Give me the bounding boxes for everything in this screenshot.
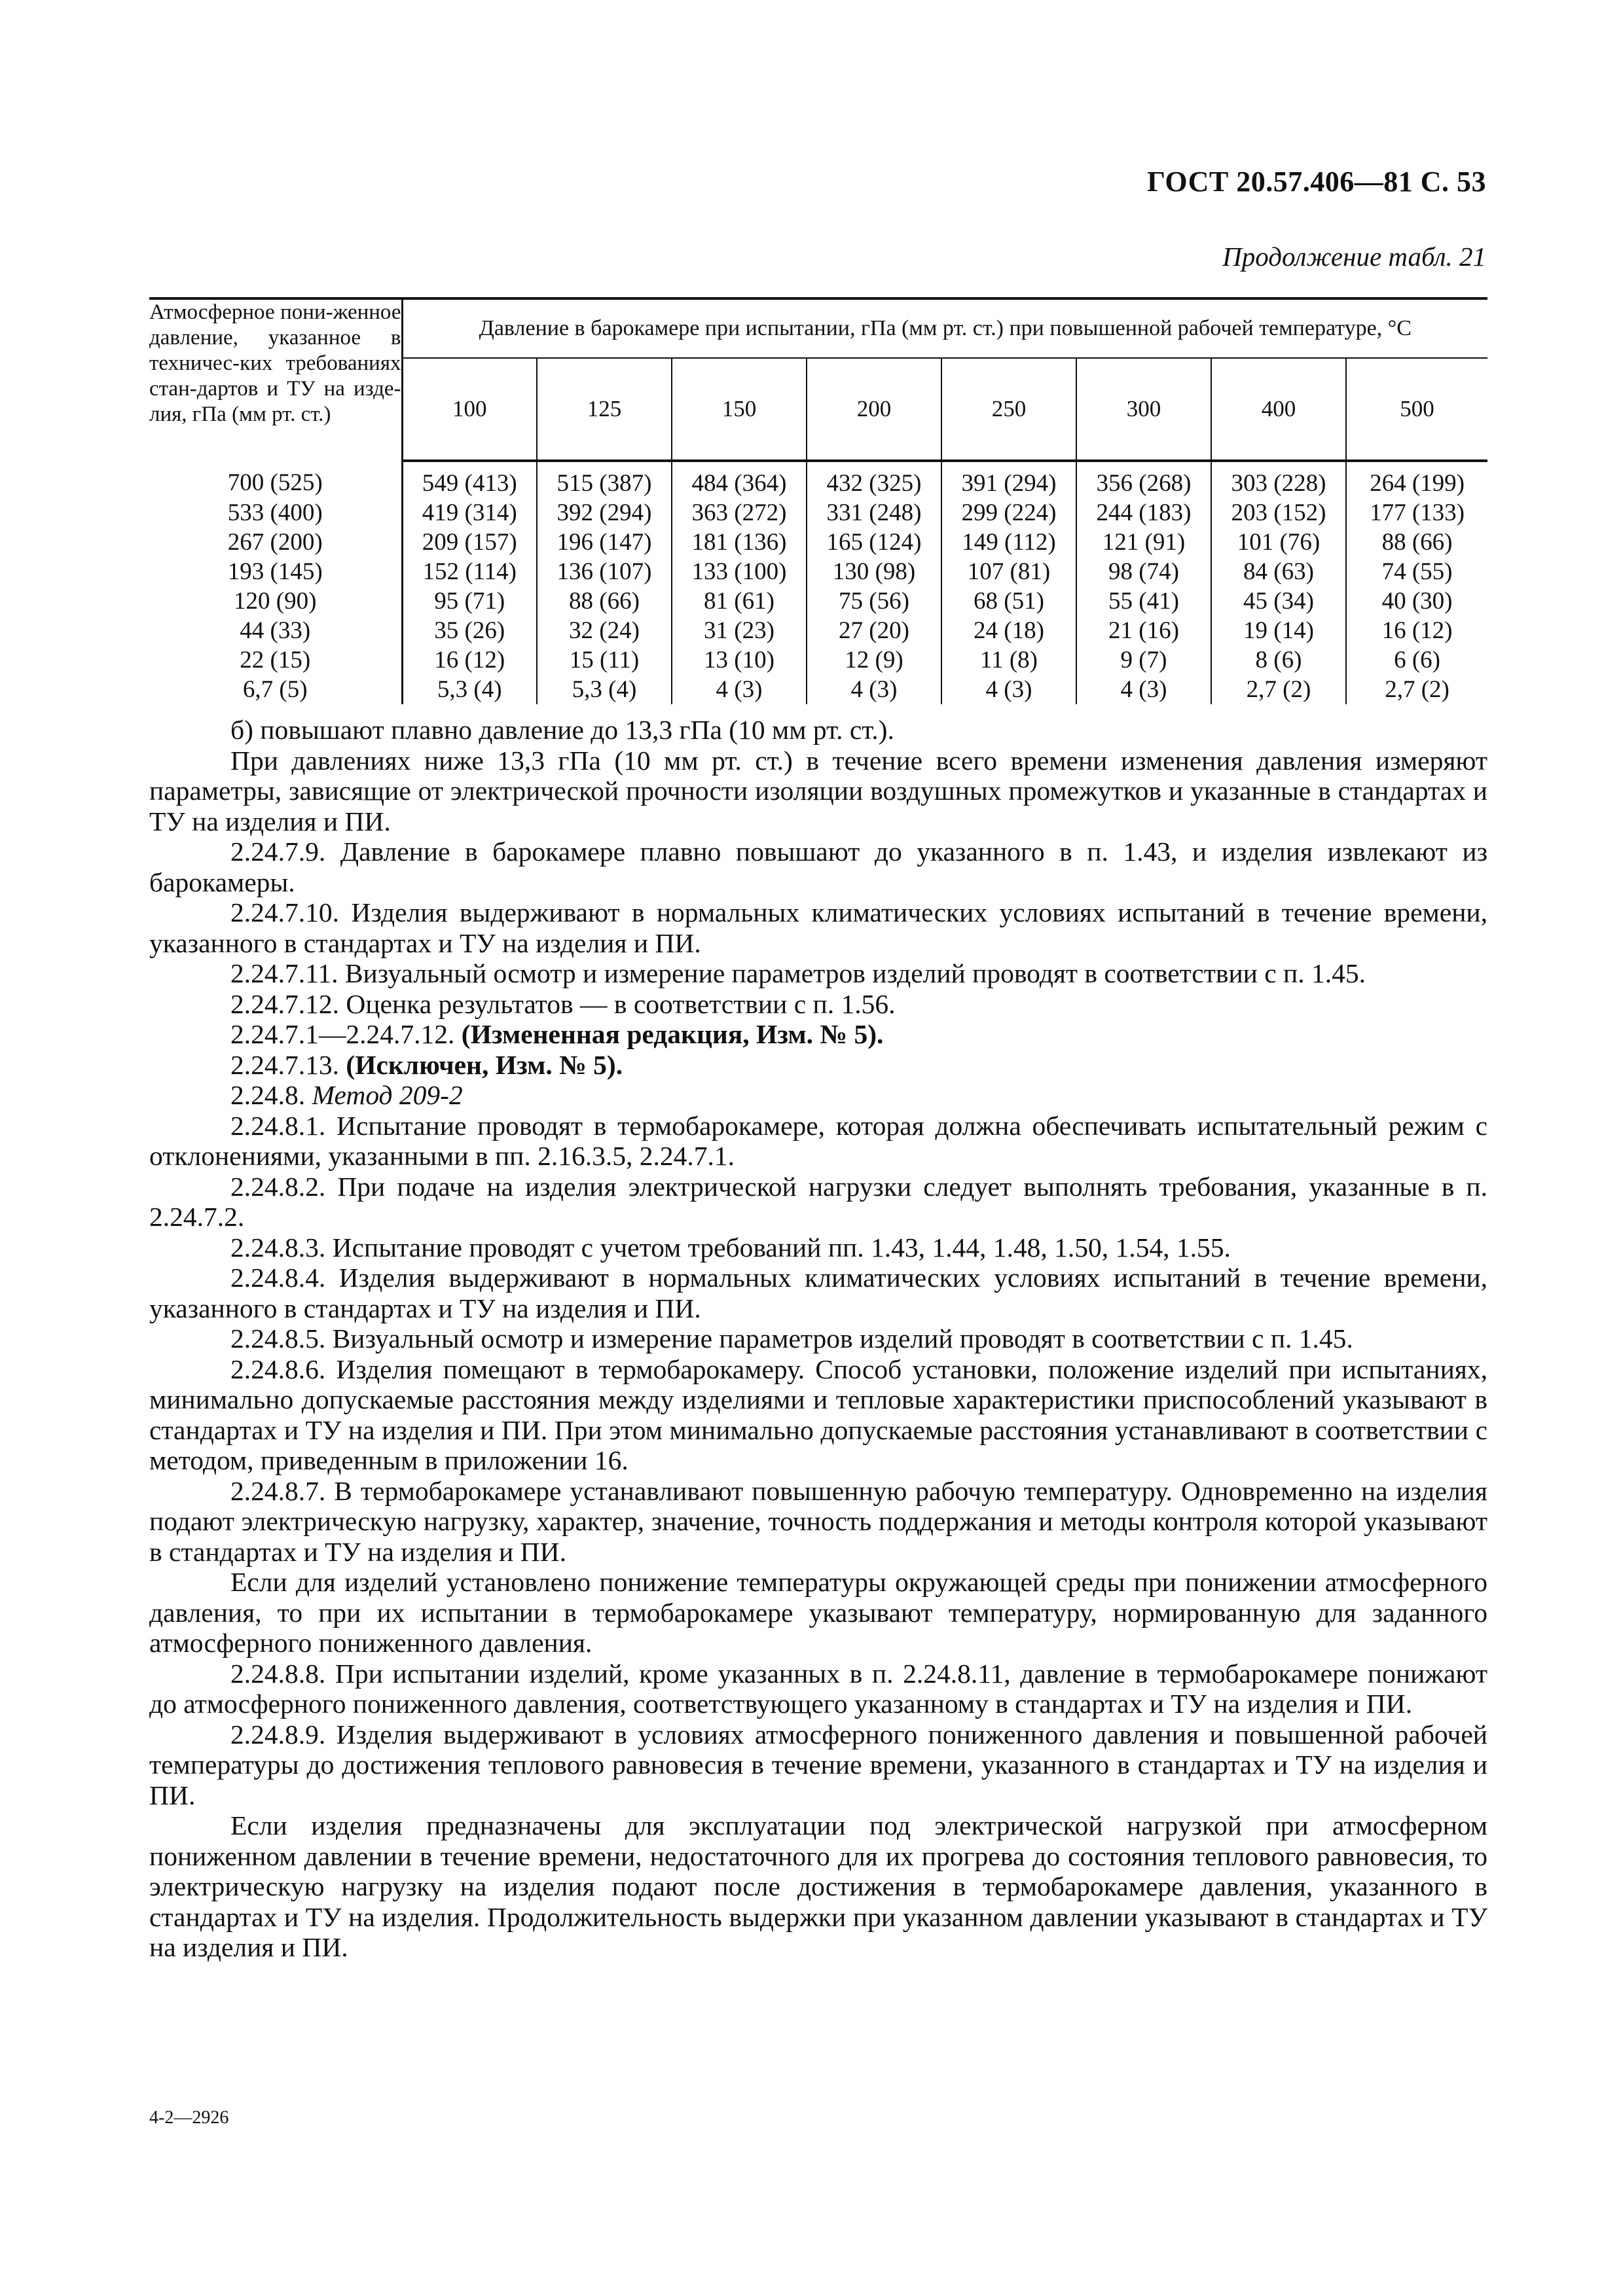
- chamber-pressure-cell: 2,7 (2): [1211, 675, 1346, 704]
- clause-number: 2.24.8.: [230, 1080, 306, 1110]
- paragraph: [149, 1019, 1487, 1050]
- chamber-pressure-cell: 203 (152): [1211, 498, 1346, 528]
- chamber-pressure-cell: 149 (112): [941, 528, 1076, 557]
- chamber-pressure-cell: 45 (34): [1211, 586, 1346, 616]
- paragraph: Если изделия предназначены для эксплуатации под электрической нагрузкой при атмосферном пониженном давлении в течение времени, недостаточного для их прогрева до состояния теплового равновесия, то электрическую нагрузку на изделия подают после достижения в термобарокамере давления, указанного в стандартах и ТУ на изделия. Продолжительность выдержки при указанном давлении указывают в стандартах и ТУ на изделия и ПИ.: [149, 1810, 1487, 1962]
- method-title: Метод 209-2: [312, 1080, 463, 1110]
- temperature-header: 125: [537, 358, 672, 461]
- group-header: Давление в барокамере при испытании, гПа (мм рт. ст.) при повышенной рабочей температуре, °С: [402, 298, 1487, 358]
- chamber-pressure-cell: 331 (248): [807, 498, 941, 528]
- chamber-pressure-cell: 35 (26): [402, 616, 537, 645]
- chamber-pressure-cell: 68 (51): [941, 586, 1076, 616]
- chamber-pressure-cell: 101 (76): [1211, 528, 1346, 557]
- footer-code: 4-2—2926: [149, 2108, 229, 2128]
- chamber-pressure-cell: 5,3 (4): [537, 675, 672, 704]
- chamber-pressure-cell: 24 (18): [941, 616, 1076, 645]
- clause-number: 2.24.7.13.: [230, 1049, 339, 1080]
- atmospheric-pressure-cell: 120 (90): [149, 586, 402, 616]
- chamber-pressure-cell: 75 (56): [807, 586, 941, 616]
- paragraph: [149, 1050, 1487, 1081]
- page-header: ГОСТ 20.57.406—81 С. 53: [1146, 166, 1486, 198]
- clause-number: 2.24.7.1—2.24.7.12.: [230, 1019, 455, 1049]
- chamber-pressure-cell: 177 (133): [1370, 499, 1465, 526]
- chamber-pressure-cell: 363 (272): [672, 498, 807, 528]
- chamber-pressure-cell: 391 (294): [941, 461, 1076, 498]
- chamber-pressure-cell: 484 (364): [672, 461, 807, 498]
- chamber-pressure-cell: 2,7 (2): [1385, 676, 1450, 703]
- chamber-pressure-cell: 152 (114): [402, 557, 537, 586]
- paragraph: 2.24.8.5. Визуальный осмотр и измерение параметров изделий проводят в соответствии с п. 1.45.: [230, 1323, 1353, 1354]
- body-text: [149, 715, 1487, 1963]
- temperature-header: 500: [1346, 358, 1487, 461]
- paragraph: [149, 1080, 1487, 1111]
- chamber-pressure-cell: 121 (91): [1076, 528, 1211, 557]
- table-row: [149, 645, 1487, 675]
- chamber-pressure-cell: 4 (3): [807, 675, 941, 704]
- paragraph: 2.24.7.10. Изделия выдерживают в нормальных климатических условиях испытаний в течение времени, указанного в стандартах и ТУ на изделия и ПИ.: [149, 897, 1487, 958]
- chamber-pressure-cell: 9 (7): [1076, 645, 1211, 675]
- chamber-pressure-cell: 8 (6): [1211, 645, 1346, 675]
- chamber-pressure-cell: 31 (23): [672, 616, 807, 645]
- temperature-header: 300: [1076, 358, 1211, 461]
- chamber-pressure-cell: 136 (107): [537, 557, 672, 586]
- table-row: [149, 528, 1487, 557]
- paragraph: 2.24.8.7. В термобарокамере устанавливают повышенную рабочую температуру. Одновременно на изделия подают электрическую нагрузку, характер, значение, точность поддержания и методы контроля которой указывают в стандартах и ТУ на изделия и ПИ.: [149, 1475, 1487, 1567]
- paragraph: 2.24.7.11. Визуальный осмотр и измерение параметров изделий проводят в соответствии с п. 1.45.: [230, 958, 1366, 988]
- chamber-pressure-cell: 84 (63): [1211, 557, 1346, 586]
- chamber-pressure-cell: 133 (100): [672, 557, 807, 586]
- paragraph: 2.24.8.6. Изделия помещают в термобарокамеру. Способ установки, положение изделий при испытаниях, минимально допускаемые расстояния между изделиями и тепловые характеристики приспособлений указывают в стандартах и ТУ на изделия и ПИ. При этом минимально допускаемые расстояния устанавливают в соответствии с методом, приведенным в приложении 16.: [149, 1354, 1487, 1475]
- chamber-pressure-cell: 165 (124): [807, 528, 941, 557]
- chamber-pressure-cell: 21 (16): [1076, 616, 1211, 645]
- chamber-pressure-cell: 4 (3): [672, 675, 807, 704]
- table-row: [149, 675, 1487, 704]
- chamber-pressure-cell: 4 (3): [1076, 675, 1211, 704]
- paragraph: 2.24.8.3. Испытание проводят с учетом требований пп. 1.43, 1.44, 1.48, 1.50, 1.54, 1.55.: [230, 1232, 1231, 1263]
- chamber-pressure-cell: 15 (11): [537, 645, 672, 675]
- chamber-pressure-cell: 88 (66): [537, 586, 672, 616]
- chamber-pressure-cell: 32 (24): [537, 616, 672, 645]
- chamber-pressure-cell: 130 (98): [807, 557, 941, 586]
- chamber-pressure-cell: 16 (12): [402, 645, 537, 675]
- paragraph: 2.24.8.1. Испытание проводят в термобарокамере, которая должна обеспечивать испытательный режим с отклонениями, указанными в пп. 2.16.3.5, 2.24.7.1.: [149, 1110, 1487, 1171]
- temperature-header: 250: [941, 358, 1076, 461]
- table-row: [149, 586, 1487, 616]
- chamber-pressure-cell: 98 (74): [1076, 557, 1211, 586]
- amendment-note: (Измененная редакция, Изм. № 5).: [461, 1019, 884, 1049]
- chamber-pressure-cell: 11 (8): [941, 645, 1076, 675]
- chamber-pressure-cell: 81 (61): [672, 586, 807, 616]
- chamber-pressure-cell: 515 (387): [537, 461, 672, 498]
- chamber-pressure-cell: 4 (3): [941, 675, 1076, 704]
- chamber-pressure-cell: 12 (9): [807, 645, 941, 675]
- chamber-pressure-cell: 392 (294): [537, 498, 672, 528]
- amendment-note: (Исключен, Изм. № 5).: [346, 1049, 623, 1080]
- chamber-pressure-cell: 19 (14): [1211, 616, 1346, 645]
- chamber-pressure-cell: 244 (183): [1076, 498, 1211, 528]
- chamber-pressure-cell: 13 (10): [672, 645, 807, 675]
- chamber-pressure-cell: 107 (81): [941, 557, 1076, 586]
- chamber-pressure-cell: 196 (147): [537, 528, 672, 557]
- chamber-pressure-cell: 299 (224): [941, 498, 1076, 528]
- chamber-pressure-cell: 356 (268): [1076, 461, 1211, 498]
- row-header: Атмосферное пони-женное давление, указанное в техничес-ких требованиях стан-дартов и ТУ на изде-лия, гПа (мм рт. ст.): [149, 298, 402, 461]
- atmospheric-pressure-cell: 44 (33): [149, 616, 402, 645]
- chamber-pressure-cell: 40 (30): [1381, 588, 1453, 615]
- table-row: [149, 498, 1487, 528]
- paragraph: При давлениях ниже 13,3 гПа (10 мм рт. ст.) в течение всего времени изменения давления измеряют параметры, зависящие от электрической прочности изоляции воздушных промежутков и указанные в стандартах и ТУ на изделия и ПИ.: [149, 745, 1487, 836]
- chamber-pressure-cell: 264 (199): [1370, 470, 1465, 497]
- paragraph: Если для изделий установлено понижение температуры окружающей среды при понижении атмосферного давления, то при их испытании в термобарокамере указывают температуру, нормированную для заданного атмосферного пониженного давления.: [149, 1567, 1487, 1658]
- paragraph: 2.24.8.9. Изделия выдерживают в условиях атмосферного пониженного давления и повышенной рабочей температуры до достижения теплового равновесия в течение времени, указанного в стандартах и ТУ на изделия и ПИ.: [149, 1719, 1487, 1810]
- chamber-pressure-cell: 303 (228): [1211, 461, 1346, 498]
- chamber-pressure-cell: 88 (66): [1381, 529, 1453, 556]
- table-body: [149, 461, 1487, 704]
- chamber-pressure-cell: 181 (136): [672, 528, 807, 557]
- chamber-pressure-cell: 16 (12): [1381, 617, 1453, 644]
- paragraph: 2.24.8.4. Изделия выдерживают в нормальных климатических условиях испытаний в течение времени, указанного в стандартах и ТУ на изделия и ПИ.: [149, 1263, 1487, 1323]
- chamber-pressure-cell: 432 (325): [807, 461, 941, 498]
- table-caption: Продолжение табл. 21: [1222, 242, 1486, 272]
- temperature-header: 150: [672, 358, 807, 461]
- pressure-table: [149, 297, 1487, 704]
- paragraph: 2.24.7.9. Давление в барокамере плавно повышают до указанного в п. 1.43, и изделия извлекают из барокамеры.: [149, 836, 1487, 897]
- atmospheric-pressure-cell: 533 (400): [149, 498, 402, 528]
- temperature-header: 100: [402, 358, 537, 461]
- temperature-header: 200: [807, 358, 941, 461]
- paragraph: б) повышают плавно давление до 13,3 гПа (10 мм рт. ст.).: [230, 715, 894, 745]
- chamber-pressure-cell: 209 (157): [402, 528, 537, 557]
- atmospheric-pressure-cell: 22 (15): [149, 645, 402, 675]
- atmospheric-pressure-cell: 6,7 (5): [149, 675, 402, 704]
- chamber-pressure-cell: 549 (413): [402, 461, 537, 498]
- chamber-pressure-cell: 27 (20): [807, 616, 941, 645]
- chamber-pressure-cell: 74 (55): [1381, 558, 1453, 585]
- table-row: [149, 557, 1487, 586]
- temperature-header: 400: [1211, 358, 1346, 461]
- chamber-pressure-cell: 419 (314): [402, 498, 537, 528]
- chamber-pressure-cell: 55 (41): [1076, 586, 1211, 616]
- chamber-pressure-cell: 6 (6): [1394, 647, 1440, 673]
- chamber-pressure-cell: 5,3 (4): [402, 675, 537, 704]
- atmospheric-pressure-cell: 700 (525): [149, 461, 402, 498]
- paragraph: 2.24.7.12. Оценка результатов — в соответствии с п. 1.56.: [230, 988, 896, 1019]
- atmospheric-pressure-cell: 267 (200): [149, 528, 402, 557]
- paragraph: 2.24.8.8. При испытании изделий, кроме указанных в п. 2.24.8.11, давление в термобарокамере понижают до атмосферного пониженного давления, соответствующего указанному в стандартах и ТУ на изделия и ПИ.: [149, 1658, 1487, 1719]
- table-row: [149, 616, 1487, 645]
- chamber-pressure-cell: 95 (71): [402, 586, 537, 616]
- paragraph: 2.24.8.2. При подаче на изделия электрической нагрузки следует выполнять требования, указанные в п. 2.24.7.2.: [149, 1171, 1487, 1232]
- table-row: [149, 461, 1487, 498]
- atmospheric-pressure-cell: 193 (145): [149, 557, 402, 586]
